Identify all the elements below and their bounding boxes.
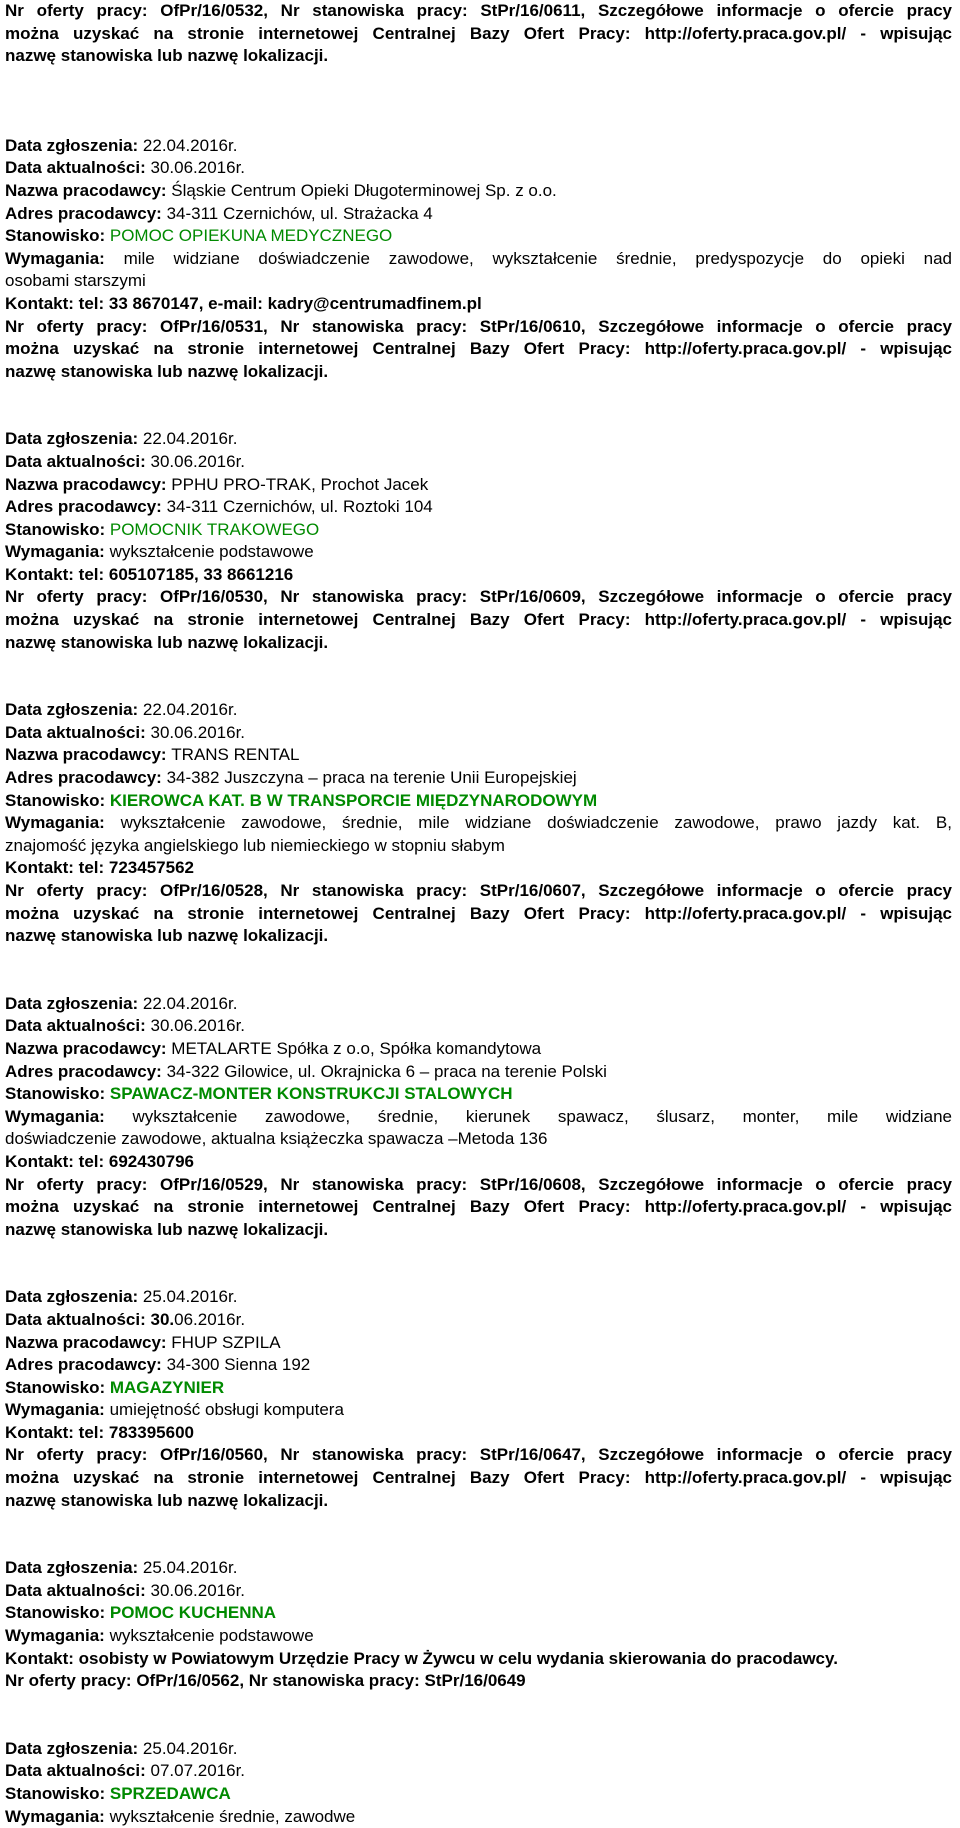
label-requirements: Wymagania: — [5, 1806, 110, 1826]
offer-reference-line: nazwę stanowiska lub nazwę lokalizacji. — [5, 361, 329, 381]
label-address: Adres pracodawcy: — [5, 768, 167, 788]
offer-reference-line: można uzyskać na stronie internetowej Centralnej Bazy Ofert Pracy: http://oferty.praca.gov.pl/ - wpisując — [5, 23, 952, 43]
offer-reference-line: Nr oferty pracy: OfPr/16/0531, Nr stanowiska pracy: StPr/16/0610, Szczegółowe informacje o ofercie pracy — [5, 316, 952, 336]
job-offer — [5, 1286, 952, 1512]
offer-reference-line: Nr oferty pracy: OfPr/16/0529, Nr stanowiska pracy: StPr/16/0608, Szczegółowe informacje o ofercie pracy — [5, 1174, 952, 1194]
contact: Kontakt: tel: 692430796 — [5, 1151, 194, 1171]
label-requirements: Wymagania: — [5, 1106, 133, 1126]
date-submitted: 22.04.2016r. — [142, 700, 238, 720]
label-date-submitted: Data zgłoszenia: — [5, 1287, 143, 1307]
label-date-submitted: Data zgłoszenia: — [5, 429, 143, 449]
label-date-valid: Data aktualności: — [5, 1761, 151, 1781]
requirements: wykształcenie podstawowe — [109, 1626, 314, 1646]
offer-reference-line: można uzyskać na stronie internetowej Centralnej Bazy Ofert Pracy: http://oferty.praca.gov.pl/ - wpisując — [5, 339, 952, 359]
label-employer: Nazwa pracodawcy: — [5, 180, 172, 200]
position-title: POMOC OPIEKUNA MEDYCZNEGO — [109, 226, 393, 246]
offer-reference-line: można uzyskać na stronie internetowej Centralnej Bazy Ofert Pracy: http://oferty.praca.gov.pl/ - wpisując — [5, 1197, 952, 1217]
requirements: doświadczenie zawodowe, aktualna książeczka spawacza –Metoda 136 — [5, 1129, 548, 1149]
employer-name: FHUP SZPILA — [171, 1332, 281, 1352]
label-position: Stanowisko: — [5, 1784, 110, 1803]
date-submitted: 22.04.2016r. — [142, 135, 238, 155]
offer-reference-line: nazwę stanowiska lub nazwę lokalizacji. — [5, 46, 329, 66]
label-employer: Nazwa pracodawcy: — [5, 1038, 172, 1058]
position-title: MAGAZYNIER — [109, 1377, 225, 1397]
date-submitted: 22.04.2016r. — [142, 429, 238, 449]
offer-reference-line: można uzyskać na stronie internetowej Centralnej Bazy Ofert Pracy: http://oferty.praca.gov.pl/ - wpisując — [5, 903, 952, 923]
label-position: Stanowisko: — [5, 1084, 110, 1104]
date-valid: 30. — [150, 1309, 175, 1329]
date-submitted: 25.04.2016r. — [142, 1738, 238, 1758]
offer-reference-line: Nr oferty pracy: OfPr/16/0562, Nr stanowiska pracy: StPr/16/0649 — [5, 1671, 526, 1691]
offer-reference-line: Nr oferty pracy: OfPr/16/0530, Nr stanowiska pracy: StPr/16/0609, Szczegółowe informacje o ofercie pracy — [5, 587, 952, 607]
document-page — [5, 0, 952, 1828]
contact: Kontakt: tel: 605107185, 33 8661216 — [5, 564, 294, 584]
job-offer — [5, 993, 952, 1242]
date-valid: 07.07.2016r. — [150, 1761, 246, 1781]
offer-reference-line: nazwę stanowiska lub nazwę lokalizacji. — [5, 1219, 329, 1239]
requirements: mile widziane doświadczenie zawodowe, wykształcenie średnie, predyspozycje do opieki nad — [123, 248, 952, 268]
label-position: Stanowisko: — [5, 790, 110, 810]
date-valid: 30.06.2016r. — [150, 451, 246, 471]
label-position: Stanowisko: — [5, 226, 110, 246]
offer-reference-line: można uzyskać na stronie internetowej Centralnej Bazy Ofert Pracy: http://oferty.praca.gov.pl/ - wpisując — [5, 610, 952, 630]
offer-reference-line: Nr oferty pracy: OfPr/16/0532, Nr stanowiska pracy: StPr/16/0611, Szczegółowe informacje o ofercie pracy — [5, 1, 952, 20]
label-employer: Nazwa pracodawcy: — [5, 474, 172, 494]
date-valid: 30.06.2016r. — [150, 158, 246, 178]
date-valid: 06.2016r. — [174, 1309, 246, 1329]
label-employer: Nazwa pracodawcy: — [5, 745, 172, 765]
label-date-valid: Data aktualności: — [5, 451, 151, 471]
label-employer: Nazwa pracodawcy: — [5, 1332, 172, 1352]
position-title: POMOCNIK TRAKOWEGO — [109, 519, 320, 539]
offer-reference-block — [5, 0, 952, 68]
job-offer — [5, 428, 952, 654]
label-date-submitted: Data zgłoszenia: — [5, 993, 143, 1013]
job-offer — [5, 1738, 952, 1828]
employer-address: 34-311 Czernichów, ul. Strażacka 4 — [166, 203, 433, 223]
position-title: SPRZEDAWCA — [109, 1784, 231, 1803]
position-title: KIEROWCA KAT. B W TRANSPORCIE MIĘDZYNARODOWYM — [109, 790, 598, 810]
label-requirements: Wymagania: — [5, 542, 110, 562]
offer-reference-line: nazwę stanowiska lub nazwę lokalizacji. — [5, 1490, 329, 1510]
requirements: wykształcenie zawodowe, średnie, mile widziane doświadczenie zawodowe, prawo jazdy kat. B, — [120, 813, 952, 833]
contact: Kontakt: osobisty w Powiatowym Urzędzie Pracy w Żywcu w celu wydania skierowania do pracodawcy. — [5, 1648, 838, 1668]
label-address: Adres pracodawcy: — [5, 1061, 167, 1081]
label-date-submitted: Data zgłoszenia: — [5, 1558, 143, 1578]
label-date-submitted: Data zgłoszenia: — [5, 135, 143, 155]
job-offer — [5, 135, 952, 384]
employer-address: 34-382 Juszczyna – praca na terenie Unii Europejskiej — [166, 768, 577, 788]
contact: Kontakt: tel: 783395600 — [5, 1422, 194, 1442]
label-date-valid: Data aktualności: — [5, 1580, 151, 1600]
employer-name: METALARTE Spółka z o.o, Spółka komandytowa — [171, 1038, 542, 1058]
employer-address: 34-311 Czernichów, ul. Roztoki 104 — [166, 497, 433, 517]
position-title: POMOC KUCHENNA — [109, 1603, 277, 1623]
label-address: Adres pracodawcy: — [5, 497, 167, 517]
label-requirements: Wymagania: — [5, 248, 124, 268]
date-valid: 30.06.2016r. — [150, 1016, 246, 1036]
requirements: wykształcenie podstawowe — [109, 542, 314, 562]
employer-address: 34-300 Sienna 192 — [166, 1355, 311, 1375]
date-valid: 30.06.2016r. — [150, 722, 246, 742]
label-requirements: Wymagania: — [5, 813, 121, 833]
label-date-valid: Data aktualności: — [5, 722, 151, 742]
employer-name: PPHU PRO-TRAK, Prochot Jacek — [171, 474, 429, 494]
contact: Kontakt: tel: 33 8670147, e-mail: kadry@centrumadfinem.pl — [5, 293, 482, 313]
employer-address: 34-322 Gilowice, ul. Okrajnicka 6 – praca na terenie Polski — [166, 1061, 607, 1081]
label-date-submitted: Data zgłoszenia: — [5, 700, 143, 720]
label-position: Stanowisko: — [5, 1603, 110, 1623]
date-submitted: 25.04.2016r. — [142, 1558, 238, 1578]
offer-reference-line: nazwę stanowiska lub nazwę lokalizacji. — [5, 926, 329, 946]
label-requirements: Wymagania: — [5, 1400, 110, 1420]
requirements: umiejętność obsługi komputera — [109, 1400, 344, 1420]
employer-name: TRANS RENTAL — [171, 745, 300, 765]
label-address: Adres pracodawcy: — [5, 203, 167, 223]
offer-reference-line: można uzyskać na stronie internetowej Centralnej Bazy Ofert Pracy: http://oferty.praca.gov.pl/ - wpisując — [5, 1468, 952, 1488]
label-position: Stanowisko: — [5, 1377, 110, 1397]
offer-reference-line: Nr oferty pracy: OfPr/16/0528, Nr stanowiska pracy: StPr/16/0607, Szczegółowe informacje o ofercie pracy — [5, 881, 952, 900]
offer-reference-line: nazwę stanowiska lub nazwę lokalizacji. — [5, 632, 329, 652]
date-submitted: 22.04.2016r. — [142, 993, 238, 1013]
job-offer — [5, 699, 952, 948]
offer-reference-line: Nr oferty pracy: OfPr/16/0560, Nr stanowiska pracy: StPr/16/0647, Szczegółowe informacje o ofercie pracy — [5, 1445, 952, 1465]
requirements: wykształcenie zawodowe, średnie, kierunek spawacz, ślusarz, monter, mile widziane — [132, 1106, 952, 1126]
label-date-valid: Data aktualności: — [5, 1309, 151, 1329]
label-position: Stanowisko: — [5, 519, 110, 539]
requirements: wykształcenie średnie, zawodwe — [109, 1806, 356, 1826]
label-date-valid: Data aktualności: — [5, 1016, 151, 1036]
label-requirements: Wymagania: — [5, 1626, 110, 1646]
requirements: znajomość języka angielskiego lub niemieckiego w stopniu słabym — [5, 835, 505, 855]
requirements: osobami starszymi — [5, 271, 146, 291]
label-date-valid: Data aktualności: — [5, 158, 151, 178]
label-address: Adres pracodawcy: — [5, 1355, 167, 1375]
employer-name: Śląskie Centrum Opieki Długoterminowej Sp. z o.o. — [171, 180, 557, 200]
position-title: SPAWACZ-MONTER KONSTRUKCJI STALOWYCH — [109, 1084, 513, 1104]
date-submitted: 25.04.2016r. — [142, 1287, 238, 1307]
job-offer — [5, 1557, 952, 1693]
date-valid: 30.06.2016r. — [150, 1580, 246, 1600]
contact: Kontakt: tel: 723457562 — [5, 858, 194, 878]
label-date-submitted: Data zgłoszenia: — [5, 1738, 143, 1758]
